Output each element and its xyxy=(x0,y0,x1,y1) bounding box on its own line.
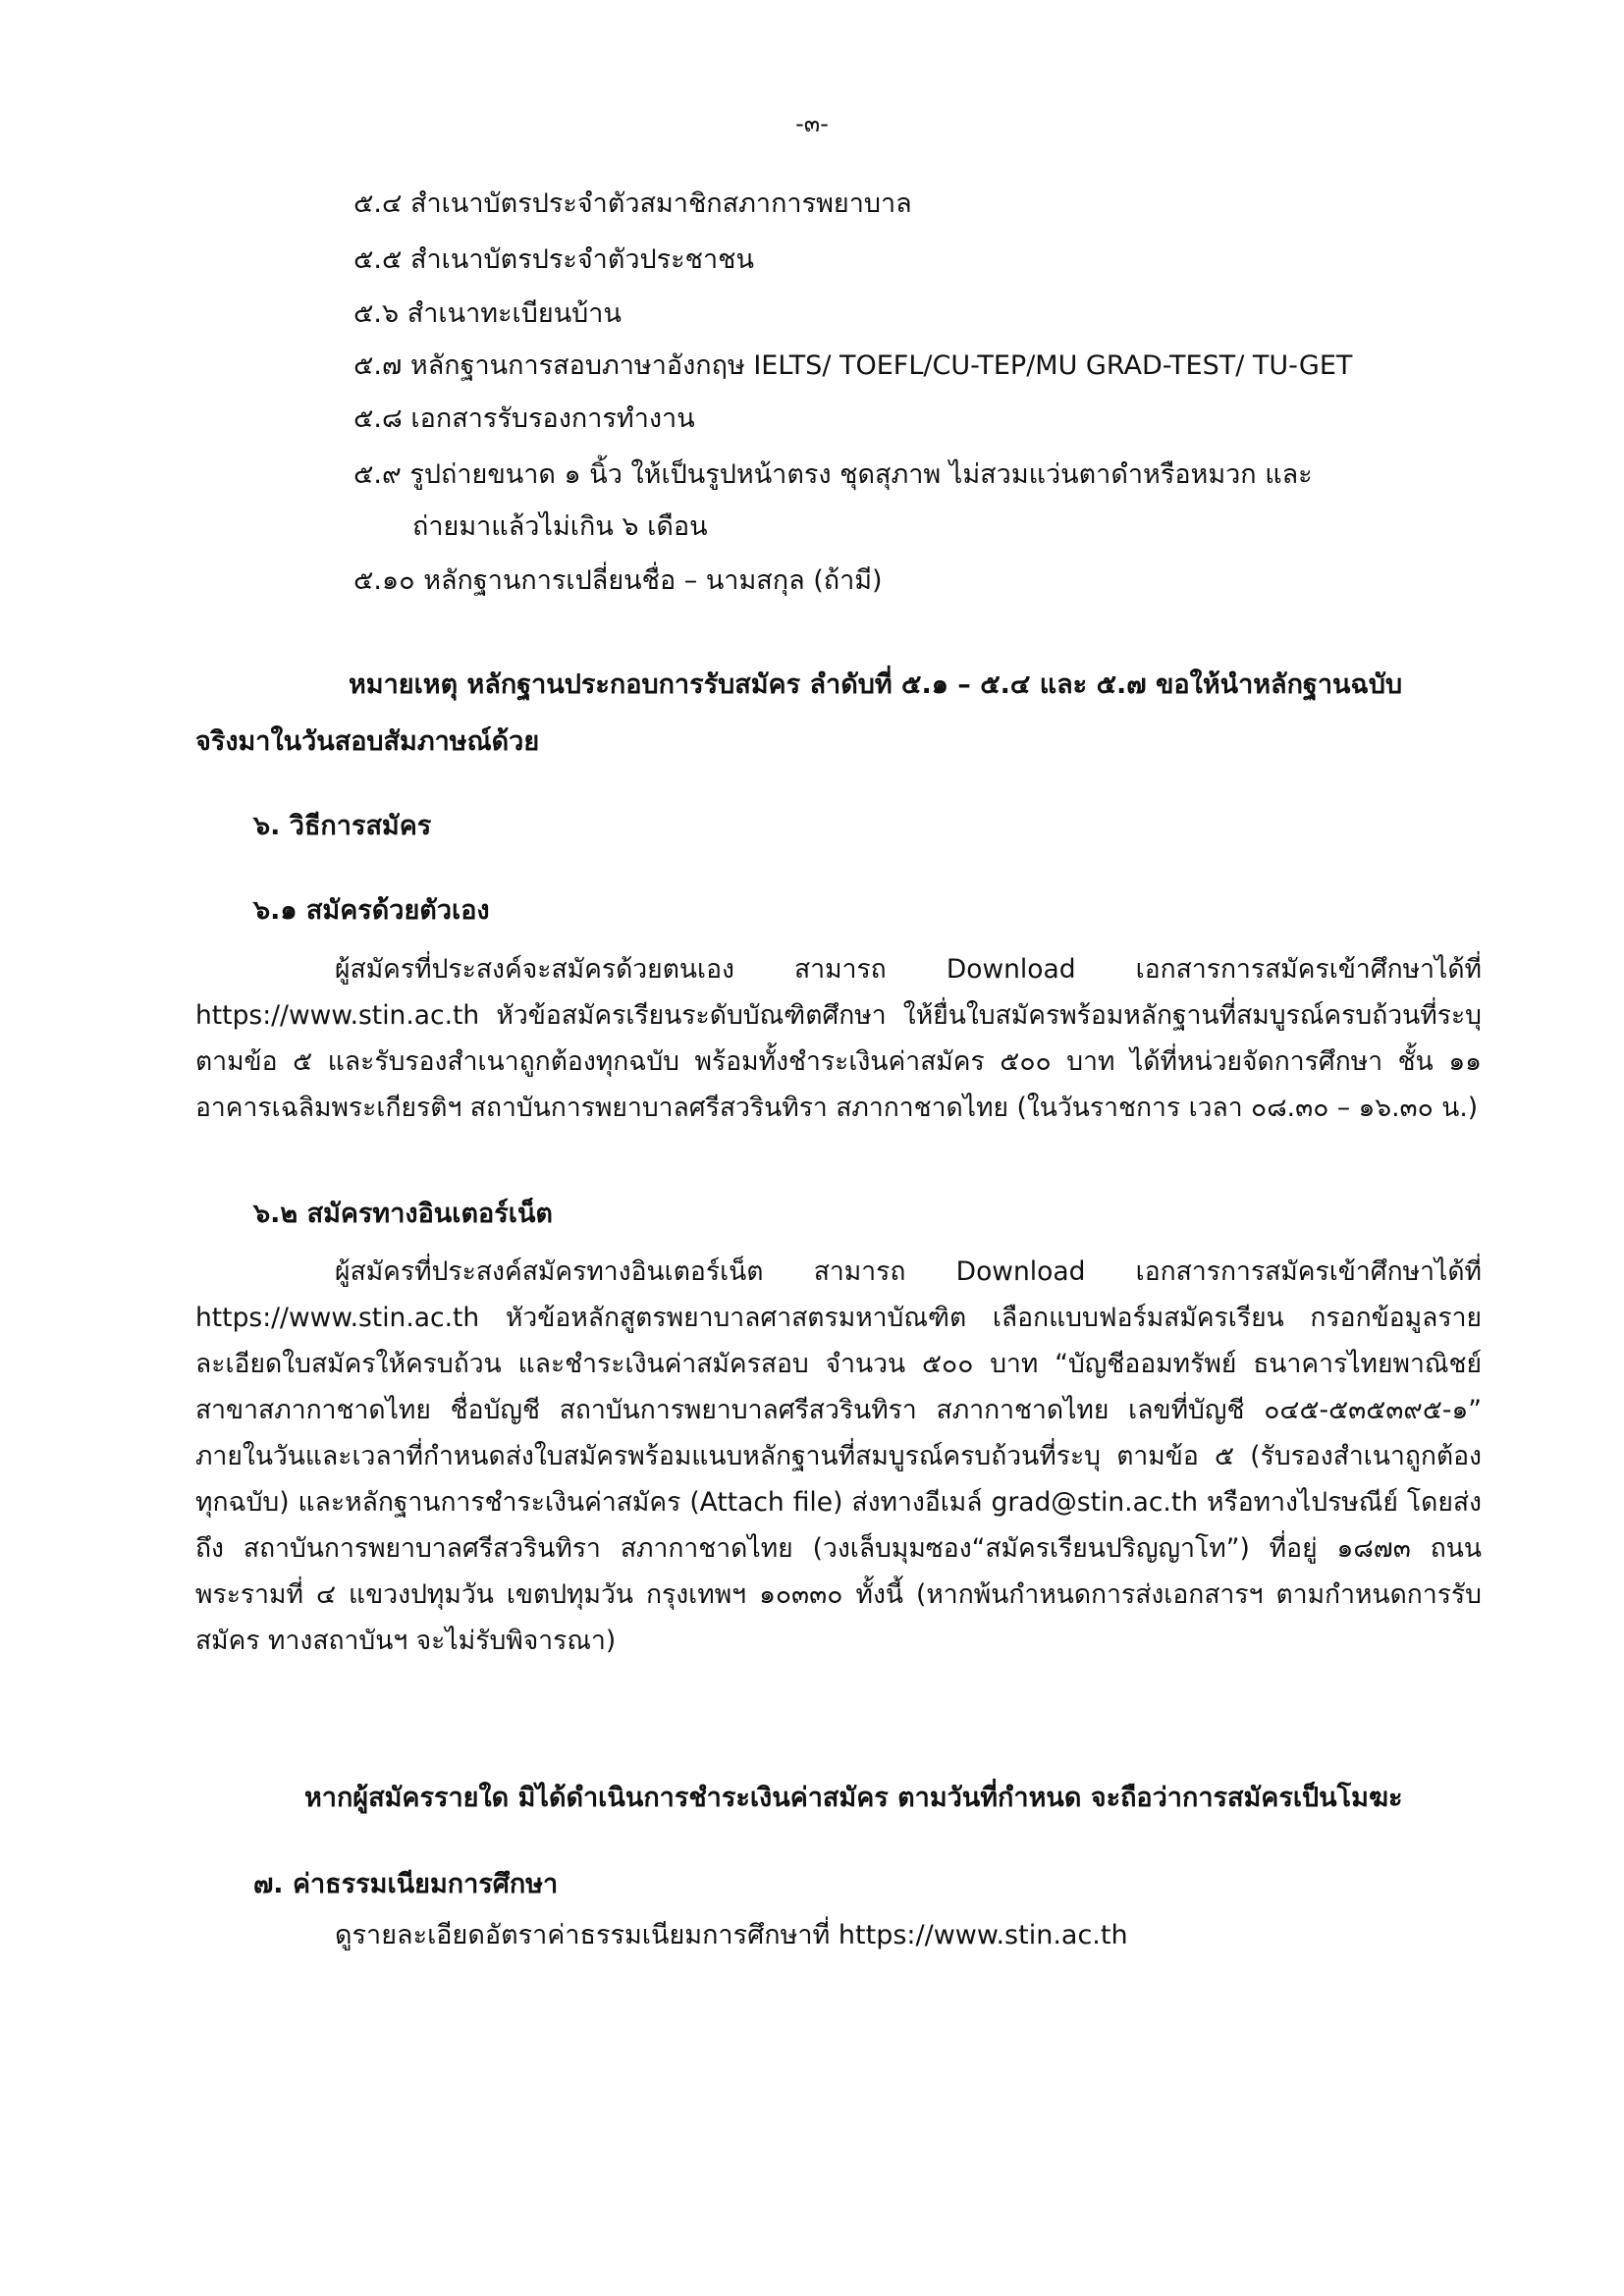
list-item: ๕.๔ สำเนาบัตรประจำตัวสมาชิกสภาการพยาบาล xyxy=(353,188,912,219)
list-item: ๕.๖ สำเนาทะเบียนบ้าน xyxy=(353,298,622,329)
section-6-1-heading: ๖.๑ สมัครด้วยตัวเอง xyxy=(253,895,490,926)
list-item: ๕.๙ รูปถ่ายขนาด ๑ นิ้ว ให้เป็นรูปหน้าตรง ชุดสุภาพ ไม่สวมแว่นตาดำหรือหมวก และ xyxy=(353,459,1313,490)
section-6-2-body xyxy=(195,1249,1482,1664)
list-item: ๕.๘ เอกสารรับรองการทำงาน xyxy=(353,403,695,434)
invalid-application-warning: หากผู้สมัครรายใด มิได้ดำเนินการชำระเงินค่าสมัคร ตามวันที่กำหนด จะถือว่าการสมัครเป็นโมฆะ xyxy=(304,1783,1403,1813)
note-line-2: จริงมาในวันสอบสัมภาษณ์ด้วย xyxy=(195,726,540,757)
list-item: ๕.๕ สำเนาบัตรประจำตัวประชาชน xyxy=(353,244,754,275)
section-6-heading: ๖. วิธีการสมัคร xyxy=(253,811,432,841)
note-line-1: หมายเหตุ หลักฐานประกอบการรับสมัคร ลำดับที่ ๕.๑ – ๕.๔ และ ๕.๗ ขอให้นำหลักฐานฉบับ xyxy=(349,669,1403,700)
list-item-continuation: ถ่ายมาแล้วไม่เกิน ๖ เดือน xyxy=(412,511,708,542)
section-6-1-text: ผู้สมัครที่ประสงค์จะสมัครด้วยตนเอง สามารถ Download เอกสารการสมัครเข้าศึกษาได้ที่ https://www.stin.ac.th หัวข้อสมัครเรียนระดับบัณฑิตศึกษา ให้ยื่นใบสมัครพร้อมหลักฐานที่สมบูรณ์ครบถ้วนที่ระบุตามข้อ ๕ และรับรองสำเนาถูกต้องทุกฉบับ พร้อมทั้งชำระเงินค่าสมัคร ๕๐๐ บาท ได้ที่หน่วยจัดการศึกษา ชั้น ๑๑ อาคารเฉลิมพระเกียรติฯ สถาบันการพยาบาลศรีสวรินทิรา สภากาชาดไทย (ในวันราชการ เวลา ๐๘.๓๐ – ๑๖.๓๐ น.) xyxy=(195,954,1482,1123)
page-number: -๓- xyxy=(795,110,829,137)
section-7-body: ดูรายละเอียดอัตราค่าธรรมเนียมการศึกษาที่ https://www.stin.ac.th xyxy=(335,1920,1128,1950)
list-item: ๕.๑๐ หลักฐานการเปลี่ยนชื่อ – นามสกุล (ถ้ามี) xyxy=(353,565,883,596)
list-item: ๕.๗ หลักฐานการสอบภาษาอังกฤษ IELTS/ TOEFL/CU-TEP/MU GRAD-TEST/ TU-GET xyxy=(353,350,1353,381)
section-6-2-text: ผู้สมัครที่ประสงค์สมัครทางอินเตอร์เน็ต สามารถ Download เอกสารการสมัครเข้าศึกษาได้ที่ https://www.stin.ac.th หัวข้อหลักสูตรพยาบาลศาสตรมหาบัณฑิต เลือกแบบฟอร์มสมัครเรียน กรอกข้อมูลรายละเอียดใบสมัครให้ครบถ้วน และชำระเงินค่าสมัครสอบ จำนวน ๕๐๐ บาท “บัญชีออมทรัพย์ ธนาคารไทยพาณิชย์ สาขาสภากาชาดไทย ชื่อบัญชี สถาบันการพยาบาลศรีสวรินทิรา สภากาชาดไทย เลขที่บัญชี ๐๔๕-๕๓๕๓๙๕-๑” ภายในวันและเวลาที่กำหนดส่งใบสมัครพร้อมแนบหลักฐานที่สมบูรณ์ครบถ้วนที่ระบุ ตามข้อ ๕ (รับรองสำเนาถูกต้องทุกฉบับ) และหลักฐานการชำระเงินค่าสมัคร (Attach file) ส่งทางอีเมล์ grad@stin.ac.th หรือทางไปรษณีย์ โดยส่งถึง สถาบันการพยาบาลศรีสวรินทิรา สภากาชาดไทย (วงเล็บมุมซอง“สมัครเรียนปริญญาโท”) ที่อยู่ ๑๘๗๓ ถนนพระรามที่ ๔ แขวงปทุมวัน เขตปทุมวัน กรุงเทพฯ ๑๐๓๓๐ ทั้งนี้ (หากพ้นกำหนดการส่งเอกสารฯ ตามกำหนดการรับสมัคร ทางสถาบันฯ จะไม่รับพิจารณา) xyxy=(195,1256,1482,1656)
section-7-heading: ๗. ค่าธรรมเนียมการศึกษา xyxy=(253,1869,559,1899)
section-6-2-heading: ๖.๒ สมัครทางอินเตอร์เน็ต xyxy=(253,1199,553,1229)
section-6-1-body xyxy=(195,946,1482,1131)
